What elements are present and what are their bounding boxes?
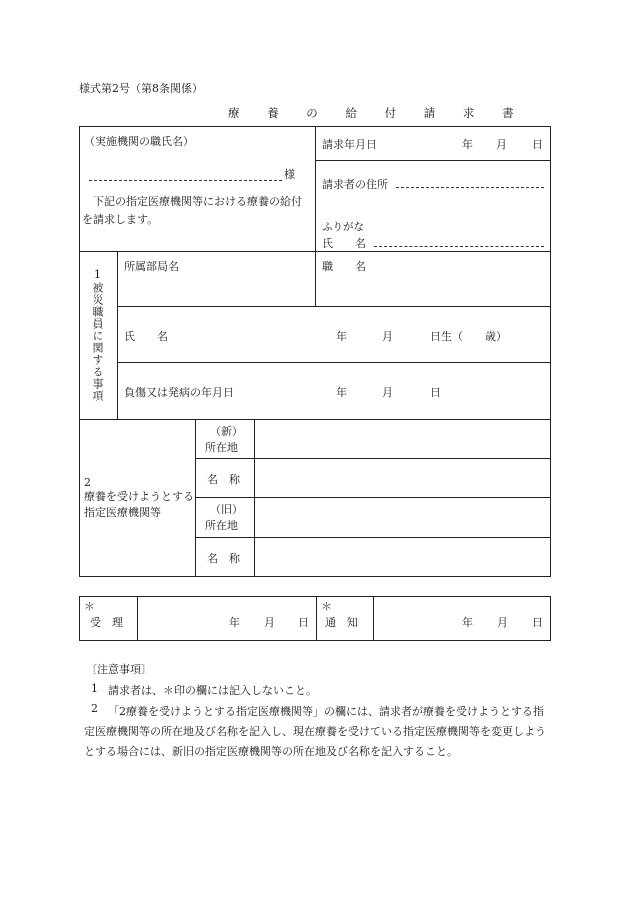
received-month: 月 (264, 616, 275, 629)
request-text: 下記の指定医療機関等における療養の給付を請求します。 (82, 195, 302, 226)
new-name-label: 名 称 (207, 473, 240, 486)
position-label: 職 名 (322, 260, 366, 273)
notified-month: 月 (497, 616, 508, 629)
injury-month: 月 (382, 386, 393, 399)
recipient-label: （実施機関の職氏名） (84, 135, 194, 148)
received-year: 年 (229, 616, 240, 629)
request-month: 月 (496, 138, 507, 151)
injury-day: 日 (430, 386, 441, 399)
section2-label-divider (195, 419, 196, 577)
birth-month: 月 (382, 330, 393, 343)
received-asterisk: ＊ (84, 600, 95, 613)
received-day: 日 (298, 616, 309, 629)
office-use-border (79, 596, 551, 641)
section1-number: 1 (94, 268, 101, 281)
section2-field-divider (254, 419, 255, 577)
position-divider (315, 251, 316, 306)
recipient-line[interactable] (89, 180, 282, 181)
section2-row-divider-3 (195, 537, 551, 538)
office-divider-3 (373, 596, 374, 641)
injury-date-label: 負傷又は発病の年月日 (124, 386, 234, 399)
note-1-text: 請求者は、＊印の欄には記入しないこと。 (108, 684, 317, 697)
section1-row-divider-2 (117, 362, 551, 363)
department-label: 所属部局名 (124, 260, 179, 273)
note-1-number: 1 (91, 682, 98, 695)
request-date-label: 請求年月日 (322, 138, 377, 151)
claimant-name-label: 氏 名 (322, 237, 366, 250)
address-line[interactable] (396, 187, 544, 188)
employee-name-label: 氏 名 (124, 330, 168, 343)
section1-bottom-divider (79, 419, 551, 420)
notified-asterisk: ＊ (321, 600, 332, 613)
section2-heading: 療養を受けようとする指定医療機関等 (84, 490, 194, 519)
old-location-label: 所在地 (205, 519, 238, 532)
birth-year: 年 (336, 330, 347, 343)
request-day: 日 (532, 138, 543, 151)
old-name-label: 名 称 (207, 552, 240, 565)
note-2-text: 「2療養を受けようとする指定医療機関等」の欄には、請求者が療養を受けようとする指定医療機関等の所在地及び名称を記入し、現在療養を受けている指定医療機関等を変更しようとする場合には、新旧の指定医療機関等の所在地及び名称を記入すること。 (84, 705, 546, 758)
section1-heading: 被災職員に関する事項 (91, 282, 104, 402)
section2-row-divider-2 (195, 497, 551, 498)
request-year: 年 (462, 138, 473, 151)
section2-row-divider-1 (195, 458, 551, 459)
page-title: 療 養 の 給 付 請 求 書 (228, 106, 526, 120)
injury-year: 年 (336, 386, 347, 399)
notified-day: 日 (532, 616, 543, 629)
office-divider-2 (316, 596, 317, 641)
new-location-label: 所在地 (205, 441, 238, 454)
notes-heading: 〔注意事項〕 (86, 663, 152, 676)
note-2-number: 2 (91, 702, 98, 715)
date-row-divider (315, 160, 551, 161)
address-label: 請求者の住所 (322, 178, 388, 191)
notified-year: 年 (462, 616, 473, 629)
section2-number: 2 (84, 476, 91, 489)
new-label: （新） (210, 425, 243, 438)
notified-label: 通 知 (325, 616, 358, 629)
claimant-name-line[interactable] (374, 246, 544, 247)
section1-row-divider-1 (117, 306, 551, 307)
section1-label-divider (117, 251, 118, 419)
form-number: 様式第2号（第8条関係） (79, 82, 203, 95)
birth-day-age: 日生（ 歳） (430, 330, 507, 343)
honorific: 様 (284, 168, 295, 181)
received-label: 受 理 (90, 616, 123, 629)
office-divider-1 (137, 596, 138, 641)
old-label: （旧） (210, 503, 243, 516)
top-divider (315, 126, 316, 251)
furigana-label: ふりがな (322, 221, 364, 233)
